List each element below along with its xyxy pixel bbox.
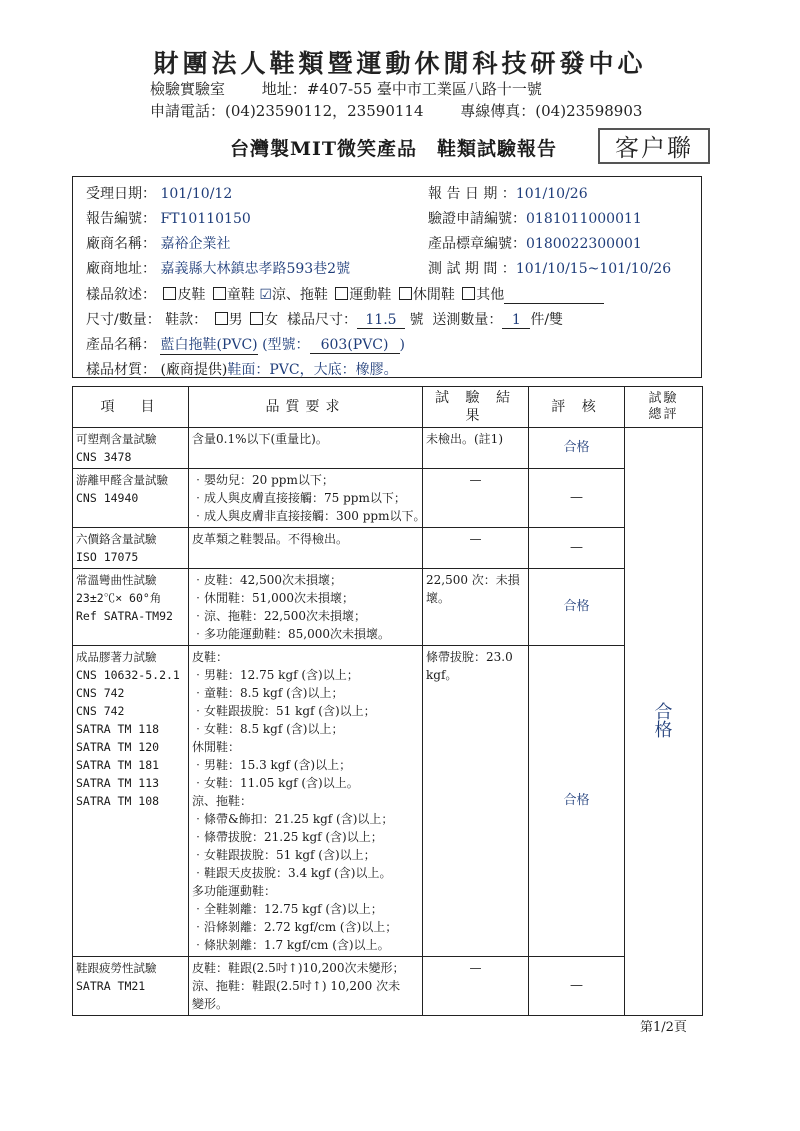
cat-kids: 童鞋 (226, 287, 255, 303)
requirement-line: ‧女鞋跟拔脫：51 kgf (含)以上； (192, 704, 376, 718)
product-label: 產品名稱： (86, 337, 156, 353)
requirement-line: ‧男鞋：12.75 kgf (含)以上； (192, 668, 359, 682)
requirement-line: 變形。 (192, 997, 229, 1011)
page-number: 第1/2頁 (640, 1020, 687, 1035)
verdict: 合格 (529, 428, 625, 469)
test-period-row (428, 258, 671, 278)
test-result: 未檢出。(註1) (423, 428, 529, 469)
test-period: 101/10/15~101/10/26 (515, 261, 672, 277)
requirement-line: ‧童鞋：8.5 kgf (含)以上； (192, 686, 344, 700)
column-header: 試驗 總評 (625, 387, 703, 428)
lab-address-line (150, 78, 542, 99)
maker-name: 嘉裕企業社 (160, 236, 231, 252)
cat-casual: 休閒鞋 (412, 287, 455, 303)
table-row (73, 469, 703, 528)
sample-desc-label: 樣品敘述： (86, 287, 156, 303)
report-no-label: 報告編號： (86, 211, 156, 227)
requirement-line: 皮鞋：鞋跟(2.5吋↑)10,200次未變形； (192, 961, 405, 975)
model-close: ) (399, 337, 406, 353)
requirement-line: ‧女鞋：8.5 kgf (含)以上； (192, 722, 344, 736)
requirement-line: 休閒鞋： (192, 740, 241, 754)
quality-requirement (189, 646, 423, 957)
model-label: (型號： (262, 337, 310, 353)
requirement-line: ‧多功能運動鞋：85,000次未損壞。 (192, 627, 390, 641)
organization-name: 財團法人鞋類暨運動休閒科技研發中心 (153, 49, 647, 78)
other-blank (504, 287, 604, 304)
test-period-label: 測 試 期 間 ： (428, 261, 516, 277)
verdict: — (529, 528, 625, 569)
report-date: 101/10/26 (515, 186, 588, 202)
maker-addr-row (86, 258, 350, 278)
maker-row (86, 233, 230, 253)
address-label: 地址： (261, 80, 307, 98)
column-header: 品質要求 (189, 387, 423, 428)
requirement-line: ‧涼、拖鞋：22,500次未損壞； (192, 609, 366, 623)
checkbox-male (215, 312, 228, 325)
cat-sport: 運動鞋 (349, 287, 392, 303)
sample-size: 11.5 (357, 312, 405, 329)
requirement-line: ‧條狀剝離：1.7 kgf/cm (含)以上。 (192, 938, 390, 952)
style-label: 鞋款： (165, 312, 208, 328)
test-result: 22,500 次：未損 壞。 (423, 569, 529, 646)
test-result: — (423, 957, 529, 1016)
requirement-line: ‧成人與皮膚非直接接觸：300 ppm以下。 (192, 509, 426, 523)
receive-date-row (86, 183, 232, 203)
test-item: 成品膠著力試驗 CNS 10632-5.2.1 CNS 742 CNS 742 SATRA TM 118 SATRA TM 120 SATRA TM 181 SATRA TM 113 SATRA TM 108 (73, 646, 189, 957)
label-no: 0180022300001 (526, 236, 642, 252)
requirement-line: ‧嬰幼兒：20 ppm以下； (192, 473, 334, 487)
checkbox-female (250, 312, 263, 325)
sample-size-label: 樣品尺寸： (286, 312, 357, 328)
label-no-row (428, 233, 642, 253)
cat-other: 其他 (476, 287, 505, 303)
receive-date: 101/10/12 (160, 186, 233, 202)
requirement-line: ‧男鞋：15.3 kgf (含)以上； (192, 758, 352, 772)
requirement-line: ‧沿條剝離：2.72 kgf/cm (含)以上； (192, 920, 398, 934)
table-body (73, 428, 703, 1016)
checkbox-sport (335, 287, 348, 300)
test-result: — (423, 528, 529, 569)
size-row (86, 309, 563, 329)
verdict: — (529, 957, 625, 1016)
material: 鞋面：PVC，大底：橡膠。 (227, 362, 398, 378)
test-item: 常溫彎曲性試驗 23±2℃× 60°角 Ref SATRA-TM92 (73, 569, 189, 646)
test-item: 六價鉻含量試驗 ISO 17075 (73, 528, 189, 569)
requirement-line: 涼、拖鞋：鞋跟(2.5吋↑) 10,200 次未 (192, 979, 401, 993)
checkbox-other (462, 287, 475, 300)
requirement-line: ‧鞋跟天皮拔脫：3.4 kgf (含)以上。 (192, 866, 392, 880)
requirement-line: ‧條帶拔脫：21.25 kgf (含)以上； (192, 830, 383, 844)
male-label: 男 (228, 312, 243, 328)
model: 603(PVC) (310, 337, 400, 354)
cert-app-label: 驗證申請編號： (428, 211, 526, 227)
client-copy-stamp: 客户聯 (598, 128, 710, 164)
maker-addr: 嘉義縣大林鎮忠孝路593巷2號 (160, 261, 351, 277)
label-no-label: 產品標章編號： (428, 236, 526, 252)
verdict: 合格 (529, 569, 625, 646)
checkbox-kids (213, 287, 226, 300)
qty-unit: 件/雙 (530, 312, 564, 328)
table-row (73, 428, 703, 469)
test-result: 條帶拔脫：23.0 kgf。 (423, 646, 529, 957)
column-header: 試 驗 結 果 (423, 387, 529, 428)
lab-name: 檢驗實驗室 (150, 80, 226, 98)
requirement-line: 皮鞋： (192, 650, 229, 664)
requirement-line: 多功能運動鞋： (192, 884, 277, 898)
test-result: — (423, 469, 529, 528)
requirement-line: 含量0.1%以下(重量比)。 (192, 432, 328, 446)
product-row (86, 334, 405, 355)
quality-requirement (189, 569, 423, 646)
table-row (73, 528, 703, 569)
requirement-line: ‧成人與皮膚直接接觸：75 ppm以下； (192, 491, 406, 505)
table-row (73, 957, 703, 1016)
requirement-line: ‧條帶&飾扣：21.25 kgf (含)以上； (192, 812, 394, 826)
checkbox-leather (163, 287, 176, 300)
phone: 申請電話：(04)23590112，23590114 (150, 102, 424, 120)
size-label: 尺寸/數量： (86, 312, 161, 328)
test-item: 鞋跟疲勞性試驗 SATRA TM21 (73, 957, 189, 1016)
quality-requirement (189, 528, 423, 569)
verdict: 合格 (529, 646, 625, 957)
requirement-line: ‧休閒鞋：51,000次未損壞； (192, 591, 354, 605)
product-name: 藍白拖鞋(PVC) (160, 334, 257, 355)
maker-addr-label: 廠商地址： (86, 261, 156, 277)
material-source: (廠商提供) (160, 362, 228, 378)
quality-requirement (189, 957, 423, 1016)
overall-verdict: 合 格 (625, 428, 703, 1016)
checked-icon: ☑ (259, 287, 272, 303)
qty-label: 送測數量： (432, 312, 503, 328)
test-item: 游離甲醛含量試驗 CNS 14940 (73, 469, 189, 528)
column-header: 評 核 (529, 387, 625, 428)
requirement-line: ‧女鞋跟拔脫：51 kgf (含)以上； (192, 848, 376, 862)
size-unit: 號 (409, 312, 424, 328)
verdict: — (529, 469, 625, 528)
test-item: 可塑劑含量試驗 CNS 3478 (73, 428, 189, 469)
report-date-label: 報 告 日 期 ： (428, 186, 516, 202)
report-no-row (86, 208, 251, 228)
cert-app-row (428, 208, 642, 228)
requirement-line: ‧女鞋：11.05 kgf (含)以上。 (192, 776, 359, 790)
column-header: 項 目 (73, 387, 189, 428)
table-row (73, 646, 703, 957)
contact-line (150, 100, 642, 121)
cert-app-no: 0181011000011 (526, 211, 642, 227)
quality-requirement (189, 469, 426, 528)
table-header-row (73, 387, 703, 428)
table-row (73, 569, 703, 646)
sample-desc-row (86, 284, 604, 304)
qty: 1 (502, 312, 530, 329)
cat-sandal: 涼、拖鞋 (271, 287, 328, 303)
female-label: 女 (264, 312, 279, 328)
test-results-table (72, 386, 703, 1016)
requirement-line: 涼、拖鞋： (192, 794, 253, 808)
checkbox-casual (399, 287, 412, 300)
quality-requirement (189, 428, 423, 469)
receive-date-label: 受理日期： (86, 186, 156, 202)
requirement-line: ‧皮鞋：42,500次未損壞； (192, 573, 342, 587)
requirement-line: ‧全鞋剝離：12.75 kgf (含)以上； (192, 902, 383, 916)
material-row (86, 359, 398, 379)
material-label: 樣品材質： (86, 362, 156, 378)
report-title: 台灣製MIT微笑產品 鞋類試驗報告 (230, 138, 558, 160)
requirement-line: 皮革類之鞋製品。不得檢出。 (192, 532, 349, 546)
report-no: FT10110150 (160, 211, 251, 227)
address: #407-55 臺中市工業區八路十一號 (306, 80, 542, 98)
maker-label: 廠商名稱： (86, 236, 156, 252)
report-date-row (428, 183, 588, 203)
cat-leather: 皮鞋 (177, 287, 206, 303)
fax: 專線傳真：(04)23598903 (460, 102, 643, 120)
